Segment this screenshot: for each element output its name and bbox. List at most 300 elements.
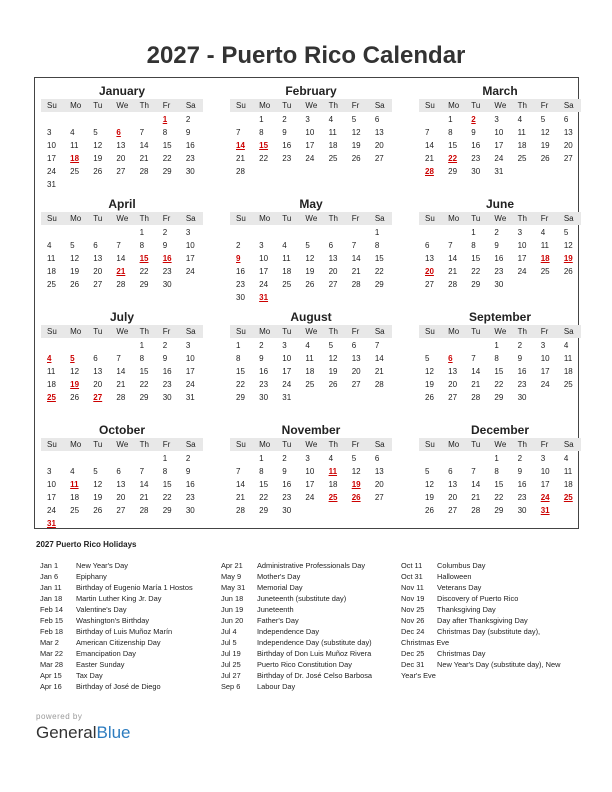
holiday-item	[221, 571, 391, 582]
day-cell: 23	[282, 154, 292, 163]
empty-cell	[110, 452, 133, 465]
month-name: August	[290, 310, 332, 324]
holiday-date: Mar 2	[40, 638, 59, 647]
day-cell: 29	[139, 280, 149, 289]
day-cell: 30	[259, 393, 269, 402]
holiday-day-cell: 19	[563, 254, 573, 263]
empty-cell	[87, 339, 110, 352]
day-cell: 1	[494, 454, 499, 463]
day-cell: 25	[282, 280, 292, 289]
day-cell: 27	[93, 280, 103, 289]
month-name: December	[470, 423, 530, 437]
day-cell: 18	[517, 141, 527, 150]
day-cell: 26	[305, 280, 315, 289]
empty-cell	[41, 452, 64, 465]
month-name: April	[108, 197, 136, 211]
generalblue-logo[interactable]	[36, 723, 131, 743]
day-cell: 5	[540, 115, 546, 124]
holiday-item	[221, 670, 391, 681]
weekday-label: Tu	[282, 214, 292, 223]
day-cell: 30	[471, 167, 481, 176]
holiday-date: Feb 15	[40, 616, 64, 625]
day-cell: 8	[139, 241, 145, 250]
day-cell: 14	[351, 254, 361, 263]
day-cell: 3	[185, 228, 191, 237]
day-cell: 26	[351, 154, 361, 163]
day-cell: 11	[563, 467, 573, 476]
day-cell: 7	[139, 128, 145, 137]
day-cell: 25	[70, 506, 80, 515]
holiday-item	[40, 637, 210, 648]
weekday-label: Mo	[448, 440, 460, 449]
empty-cell	[87, 226, 110, 239]
holiday-item	[40, 593, 210, 604]
day-cell: 28	[351, 280, 361, 289]
holiday-name: Birthday of José de Diego	[76, 682, 161, 691]
day-cell: 4	[282, 241, 287, 250]
weekday-label: Su	[47, 214, 57, 223]
empty-cell	[442, 339, 465, 352]
day-cell: 13	[351, 354, 361, 363]
weekday-label: Fr	[162, 214, 171, 223]
day-cell: 19	[328, 367, 338, 376]
holiday-item	[401, 582, 576, 593]
day-cell: 8	[374, 241, 380, 250]
day-cell: 4	[70, 467, 75, 476]
day-cell: 29	[448, 167, 458, 176]
day-cell: 5	[425, 467, 430, 476]
weekday-label: Tu	[471, 101, 481, 110]
day-cell: 29	[494, 393, 504, 402]
holiday-day-cell: 24	[540, 493, 550, 502]
day-grid	[419, 113, 581, 178]
weekday-label: Fr	[162, 101, 171, 110]
weekday-header	[41, 99, 203, 112]
day-cell: 17	[282, 367, 292, 376]
day-cell: 19	[305, 267, 315, 276]
holiday-item	[221, 582, 391, 593]
day-cell: 5	[563, 228, 569, 237]
day-cell: 22	[139, 380, 149, 389]
holiday-item	[221, 560, 391, 571]
holiday-item	[401, 670, 576, 681]
empty-cell	[41, 113, 64, 126]
day-cell: 3	[305, 115, 310, 124]
day-cell: 10	[47, 480, 56, 489]
holiday-day-cell: 2	[471, 115, 476, 124]
holiday-column	[40, 560, 210, 692]
holiday-day-cell: 27	[93, 393, 103, 402]
day-cell: 29	[374, 280, 384, 289]
holiday-date: Apr 15	[40, 671, 62, 680]
empty-cell	[419, 226, 442, 239]
day-cell: 29	[162, 506, 172, 515]
day-cell: 21	[236, 493, 245, 502]
day-cell: 17	[259, 267, 269, 276]
holiday-date: Dec 31	[401, 660, 425, 669]
day-cell: 17	[540, 367, 550, 376]
day-cell: 2	[236, 241, 241, 250]
holiday-day-cell: 25	[328, 493, 338, 502]
holiday-name: Halloween	[437, 572, 472, 581]
day-cell: 28	[471, 393, 481, 402]
day-cell: 21	[236, 154, 245, 163]
month-name: July	[109, 310, 134, 324]
holiday-day-cell: 26	[351, 493, 361, 502]
day-cell: 11	[47, 367, 56, 376]
weekday-label: Th	[139, 327, 149, 336]
weekday-label: We	[116, 327, 129, 336]
weekday-label: Th	[517, 214, 527, 223]
weekday-label: Mo	[259, 101, 271, 110]
holiday-day-cell: 31	[540, 506, 550, 515]
day-grid	[419, 452, 581, 517]
day-cell: 23	[471, 154, 481, 163]
day-cell: 25	[563, 380, 573, 389]
holiday-day-cell: 18	[540, 254, 550, 263]
weekday-label: We	[305, 440, 318, 449]
day-cell: 21	[471, 493, 481, 502]
holiday-item	[221, 659, 391, 670]
day-cell: 9	[185, 128, 191, 137]
day-cell: 10	[47, 141, 56, 150]
day-cell: 15	[494, 367, 504, 376]
holiday-date: Jun 19	[221, 605, 244, 614]
holiday-date: Nov 19	[401, 594, 425, 603]
day-cell: 2	[282, 115, 287, 124]
holiday-date: Feb 14	[40, 605, 64, 614]
day-cell: 24	[185, 267, 195, 276]
day-cell: 19	[93, 493, 103, 502]
day-cell: 14	[139, 141, 149, 150]
day-cell: 21	[425, 154, 434, 163]
day-cell: 6	[328, 241, 334, 250]
day-cell: 15	[374, 254, 384, 263]
day-cell: 17	[517, 254, 527, 263]
month-name: May	[299, 197, 323, 211]
month-may	[230, 196, 392, 304]
holiday-date: Jan 18	[40, 594, 63, 603]
day-cell: 3	[259, 241, 264, 250]
month-november	[230, 422, 392, 517]
day-cell: 7	[471, 354, 476, 363]
brand-part-2: Blue	[96, 723, 131, 742]
day-cell: 20	[116, 493, 126, 502]
day-cell: 14	[116, 254, 126, 263]
weekday-label: Fr	[162, 327, 171, 336]
day-cell: 25	[47, 280, 56, 289]
day-cell: 19	[540, 141, 550, 150]
day-cell: 23	[162, 380, 172, 389]
holiday-item	[40, 659, 210, 670]
day-cell: 9	[185, 467, 191, 476]
holiday-name: Administrative Professionals Day	[257, 561, 366, 570]
holiday-day-cell: 14	[236, 141, 245, 150]
weekday-label: Tu	[282, 327, 292, 336]
weekday-label: Fr	[351, 101, 360, 110]
day-cell: 3	[282, 341, 287, 350]
day-cell: 30	[494, 280, 504, 289]
day-cell: 10	[305, 467, 315, 476]
day-cell: 26	[540, 154, 550, 163]
empty-cell	[465, 452, 488, 465]
holiday-name: New Year's Day (substitute day), New	[437, 660, 561, 669]
day-grid	[41, 113, 203, 191]
day-cell: 28	[236, 506, 245, 515]
day-cell: 23	[282, 493, 292, 502]
empty-cell	[64, 452, 87, 465]
day-cell: 13	[374, 128, 384, 137]
day-cell: 3	[540, 454, 546, 463]
day-cell: 31	[282, 393, 292, 402]
day-cell: 13	[116, 141, 126, 150]
month-name: June	[485, 197, 514, 211]
day-cell: 29	[139, 393, 149, 402]
weekday-header	[41, 325, 203, 338]
day-cell: 13	[116, 480, 126, 489]
day-cell: 9	[471, 128, 476, 137]
holiday-date: Mar 28	[40, 660, 64, 669]
weekday-label: We	[494, 440, 507, 449]
day-cell: 3	[494, 115, 499, 124]
holiday-date: Jun 18	[221, 594, 244, 603]
day-cell: 22	[494, 380, 504, 389]
weekday-label: Th	[517, 440, 527, 449]
holiday-day-cell: 31	[47, 519, 56, 528]
day-cell: 19	[425, 493, 434, 502]
day-cell: 28	[448, 280, 458, 289]
holiday-day-cell: 9	[236, 254, 241, 263]
holiday-date: Nov 11	[401, 583, 424, 592]
weekday-header	[230, 438, 392, 451]
calendar-grid	[34, 77, 579, 529]
holiday-date: Sep 6	[221, 682, 241, 691]
day-cell: 13	[374, 467, 384, 476]
day-cell: 19	[70, 267, 80, 276]
day-cell: 24	[517, 267, 527, 276]
day-cell: 16	[517, 367, 527, 376]
holiday-name: Christmas Eve	[401, 638, 450, 647]
weekday-header	[419, 212, 581, 225]
day-cell: 16	[282, 141, 292, 150]
holiday-name: Day after Thanksgiving Day	[437, 616, 528, 625]
day-cell: 21	[471, 380, 481, 389]
holiday-name: Year's Eve	[401, 671, 436, 680]
holiday-day-cell: 21	[116, 267, 126, 276]
month-name: September	[468, 310, 532, 324]
day-cell: 30	[162, 280, 172, 289]
day-cell: 15	[259, 480, 269, 489]
holiday-name: Epiphany	[76, 572, 107, 581]
footer	[36, 712, 131, 743]
day-cell: 23	[517, 493, 527, 502]
weekday-label: Th	[139, 214, 149, 223]
day-cell: 28	[116, 393, 126, 402]
holiday-name: Birthday of Eugenio María 1 Hostos	[76, 583, 193, 592]
day-cell: 10	[517, 241, 527, 250]
weekday-label: Sa	[563, 440, 574, 449]
day-cell: 19	[425, 380, 434, 389]
day-cell: 12	[328, 354, 338, 363]
day-cell: 14	[448, 254, 458, 263]
weekday-label: Sa	[185, 214, 196, 223]
holiday-name: Independence Day	[257, 627, 320, 636]
day-cell: 2	[517, 341, 523, 350]
weekday-label: Su	[425, 327, 435, 336]
day-cell: 17	[47, 493, 56, 502]
day-cell: 8	[494, 354, 499, 363]
weekday-label: Tu	[282, 440, 292, 449]
day-cell: 26	[70, 393, 80, 402]
holiday-item	[40, 670, 210, 681]
weekday-label: Fr	[540, 327, 549, 336]
holiday-item	[401, 648, 576, 659]
day-cell: 4	[517, 115, 523, 124]
day-cell: 21	[139, 493, 149, 502]
day-cell: 13	[425, 254, 434, 263]
day-cell: 23	[236, 280, 245, 289]
day-cell: 17	[47, 154, 56, 163]
day-cell: 26	[425, 393, 434, 402]
day-cell: 30	[282, 506, 292, 515]
day-cell: 16	[185, 480, 195, 489]
day-cell: 5	[351, 115, 357, 124]
holiday-item	[40, 571, 210, 582]
holiday-date: Jan 11	[40, 583, 62, 592]
day-cell: 18	[47, 267, 56, 276]
month-june	[419, 196, 581, 291]
holiday-day-cell: 1	[162, 115, 168, 124]
weekday-label: Mo	[259, 214, 271, 223]
day-cell: 24	[259, 280, 269, 289]
holiday-day-cell: 5	[70, 354, 75, 363]
day-grid	[230, 226, 392, 304]
weekday-label: Tu	[471, 214, 481, 223]
holiday-date: Jul 27	[221, 671, 241, 680]
day-cell: 7	[374, 341, 380, 350]
day-cell: 27	[374, 493, 384, 502]
day-cell: 5	[70, 241, 75, 250]
weekday-label: Fr	[351, 327, 360, 336]
holiday-name: Easter Sunday	[76, 660, 125, 669]
powered-by-text: powered by	[36, 712, 83, 721]
day-cell: 12	[305, 254, 315, 263]
day-cell: 26	[425, 506, 434, 515]
weekday-label: Mo	[70, 214, 82, 223]
month-july	[41, 309, 203, 404]
weekday-label: We	[494, 101, 507, 110]
holiday-date: May 31	[221, 583, 246, 592]
day-cell: 20	[328, 267, 338, 276]
holiday-name: New Year's Day	[76, 561, 128, 570]
day-cell: 5	[93, 467, 98, 476]
day-cell: 27	[116, 167, 126, 176]
day-cell: 11	[563, 354, 573, 363]
day-cell: 18	[47, 380, 56, 389]
month-september	[419, 309, 581, 404]
weekday-label: Th	[517, 327, 527, 336]
day-cell: 26	[328, 380, 338, 389]
holiday-day-cell: 15	[259, 141, 269, 150]
holiday-day-cell: 28	[425, 167, 434, 176]
day-cell: 6	[116, 467, 121, 476]
holiday-name: Birthday of Dr. José Celso Barbosa	[257, 671, 373, 680]
day-grid	[230, 113, 392, 178]
holiday-date: Jul 19	[221, 649, 241, 658]
day-cell: 24	[185, 380, 195, 389]
day-cell: 13	[328, 254, 338, 263]
month-name: January	[98, 84, 146, 98]
day-cell: 9	[282, 467, 287, 476]
holiday-day-cell: 6	[116, 128, 121, 137]
holiday-column	[221, 560, 391, 692]
weekday-label: Tu	[471, 440, 481, 449]
day-cell: 23	[185, 493, 195, 502]
empty-cell	[64, 113, 87, 126]
weekday-label: Su	[236, 327, 246, 336]
day-cell: 12	[70, 367, 80, 376]
holiday-name: Father's Day	[257, 616, 299, 625]
empty-cell	[346, 226, 369, 239]
weekday-header	[419, 325, 581, 338]
day-cell: 1	[374, 228, 380, 237]
day-grid	[41, 339, 203, 404]
month-december	[419, 422, 581, 517]
day-cell: 10	[185, 354, 195, 363]
day-cell: 1	[139, 341, 145, 350]
holiday-date: Nov 26	[401, 616, 425, 625]
day-cell: 13	[93, 254, 103, 263]
day-cell: 6	[93, 354, 98, 363]
holiday-item	[40, 615, 210, 626]
day-cell: 4	[305, 341, 310, 350]
day-cell: 12	[70, 254, 80, 263]
day-cell: 27	[448, 506, 458, 515]
holiday-name: Washington's Birthday	[76, 616, 150, 625]
holiday-name: Emancipation Day	[76, 649, 136, 658]
day-cell: 26	[93, 506, 103, 515]
day-cell: 27	[563, 154, 573, 163]
weekday-label: Su	[47, 440, 57, 449]
empty-cell	[465, 339, 488, 352]
day-cell: 31	[494, 167, 504, 176]
day-cell: 24	[494, 154, 504, 163]
month-august	[230, 309, 392, 404]
day-cell: 20	[116, 154, 126, 163]
day-cell: 4	[70, 128, 75, 137]
day-cell: 23	[517, 380, 527, 389]
day-cell: 22	[259, 154, 269, 163]
day-cell: 12	[425, 480, 434, 489]
weekday-label: Su	[236, 214, 246, 223]
day-cell: 24	[47, 167, 56, 176]
day-cell: 22	[494, 493, 504, 502]
day-cell: 12	[425, 367, 434, 376]
day-cell: 19	[93, 154, 103, 163]
holiday-day-cell: 31	[259, 293, 269, 302]
weekday-label: Sa	[563, 101, 574, 110]
holiday-name: Christmas Day (substitute day),	[437, 627, 541, 636]
day-cell: 12	[93, 480, 103, 489]
day-cell: 15	[471, 254, 481, 263]
holiday-day-cell: 22	[448, 154, 458, 163]
day-cell: 4	[563, 341, 569, 350]
day-cell: 20	[563, 141, 573, 150]
holiday-name: Veterans Day	[437, 583, 482, 592]
day-cell: 28	[374, 380, 384, 389]
holiday-name: Martin Luther King Jr. Day	[76, 594, 162, 603]
day-cell: 14	[236, 480, 245, 489]
